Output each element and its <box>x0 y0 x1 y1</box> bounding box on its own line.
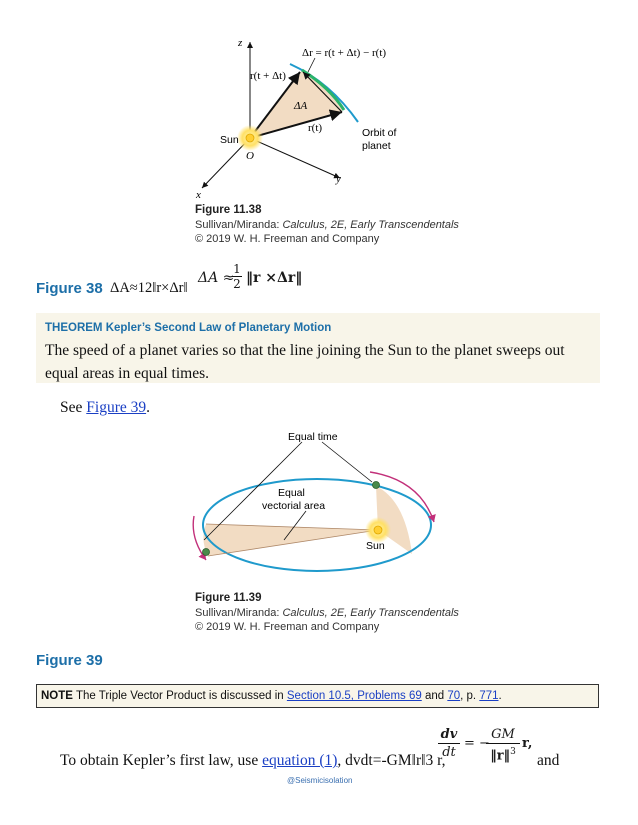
figure-11-39-caption-source <box>195 607 459 619</box>
orbit-label-line2: planet <box>362 140 391 152</box>
figure-11-38-caption-source <box>195 219 459 231</box>
see-prefix: See <box>60 399 87 416</box>
figure-11-38-caption-copyright: © 2019 W. H. Freeman and Company <box>195 233 380 245</box>
note-box <box>36 684 599 708</box>
equation-1-link[interactable]: equation (1) <box>262 752 338 769</box>
planet-left-icon <box>203 549 210 556</box>
figure-11-39-caption-title: Figure 11.39 <box>195 592 262 604</box>
equal-area-label-line1: Equal <box>278 487 305 499</box>
delta-a-label: ΔA <box>294 100 308 112</box>
norm-exponent: 3 <box>510 747 516 757</box>
delta-r-equation: Δr = r(t + Δt) − r(t) <box>302 47 387 59</box>
equal-area-label-line2: vectorial area <box>262 500 326 512</box>
kepler-display-equation <box>438 726 538 770</box>
theorem-box <box>36 313 600 383</box>
theorem-body: The speed of a planet varies so that the line joining the Sun to the planet sweeps out equal areas in equal times. <box>45 342 565 382</box>
gm-fraction <box>486 726 520 764</box>
formula-fraction <box>232 262 242 291</box>
page-771-link[interactable]: 771 <box>479 690 499 702</box>
sun-label: Sun <box>220 134 239 146</box>
caption-source-authors: Sullivan/Miranda: <box>195 219 283 231</box>
origin-label: O <box>246 150 254 162</box>
formula-numerator: 1 <box>233 262 241 276</box>
note-end: . <box>498 690 502 702</box>
note-body-text: The Triple Vector Product is discussed in <box>72 690 287 702</box>
see-suffix: . <box>146 399 150 416</box>
caption-source-book: Calculus, 2E, Early Transcendentals <box>282 219 459 231</box>
sun-icon <box>246 134 254 142</box>
r-comma: r, <box>522 736 533 751</box>
figure-11-39-diagram <box>190 428 455 593</box>
caption-source-authors: Sullivan/Miranda: <box>195 607 283 619</box>
axis-y-label: y <box>336 173 341 185</box>
dv-dt-fraction <box>438 726 460 761</box>
dt-denominator: dt <box>442 745 456 760</box>
theorem-title: THEOREM Kepler’s Second Law of Planetary Motion <box>45 322 332 334</box>
figure-38-formula-text: ΔA≈12‖r×Δr‖ <box>110 280 188 296</box>
figure-38-label: Figure 38 <box>36 280 103 297</box>
figure-11-38-diagram <box>190 30 450 205</box>
watermark: @Seismicisolation <box>287 776 353 785</box>
note-text <box>41 690 502 702</box>
note-page-prefix: , p. <box>460 690 480 702</box>
norm-r-denominator <box>486 744 520 764</box>
formula-rhs: ‖r ×Δr‖ <box>246 270 303 286</box>
kepler-prefix: To obtain Kepler’s first law, use <box>60 752 263 769</box>
figure-11-38-caption-title: Figure 11.38 <box>195 204 262 216</box>
section-10-5-link[interactable]: Section 10.5, Problems 69 <box>286 690 422 702</box>
norm-r: ‖r‖ <box>490 748 511 764</box>
see-figure-39 <box>60 399 150 417</box>
kepler-first-law-text <box>60 752 446 770</box>
formula-lhs: ΔA ≈ <box>198 270 235 286</box>
r-t-dt-label: r(t + Δt) <box>250 70 286 82</box>
equal-time-pointer-right <box>322 442 372 482</box>
equals-minus: = − <box>464 736 490 751</box>
figure-39-label: Figure 39 <box>36 652 103 669</box>
note-label: NOTE <box>41 690 73 702</box>
axis-x-label: x <box>196 189 201 201</box>
planet-right-icon <box>373 482 380 489</box>
caption-source-book: Calculus, 2E, Early Transcendentals <box>282 607 459 619</box>
problem-70-link[interactable]: 70 <box>447 690 461 702</box>
dv-numerator: dv <box>438 726 460 744</box>
gm-numerator: GM <box>486 726 520 744</box>
kepler-suffix: and <box>537 752 560 769</box>
sun-label: Sun <box>366 540 385 552</box>
sun-icon <box>374 526 382 534</box>
note-and: and <box>421 690 448 702</box>
y-axis <box>250 138 340 178</box>
kepler-inline-equation: , dvdt=-GM‖r‖3 r, <box>337 752 446 769</box>
axis-z-label: z <box>238 37 243 49</box>
figure-11-39-caption-copyright: © 2019 W. H. Freeman and Company <box>195 621 380 633</box>
r-t-label: r(t) <box>308 122 323 134</box>
orbit-label-line1: Orbit of <box>362 127 397 139</box>
figure-39-link[interactable]: Figure 39 <box>86 399 147 416</box>
formula-denominator: 2 <box>233 277 241 291</box>
equal-time-label: Equal time <box>288 431 338 443</box>
